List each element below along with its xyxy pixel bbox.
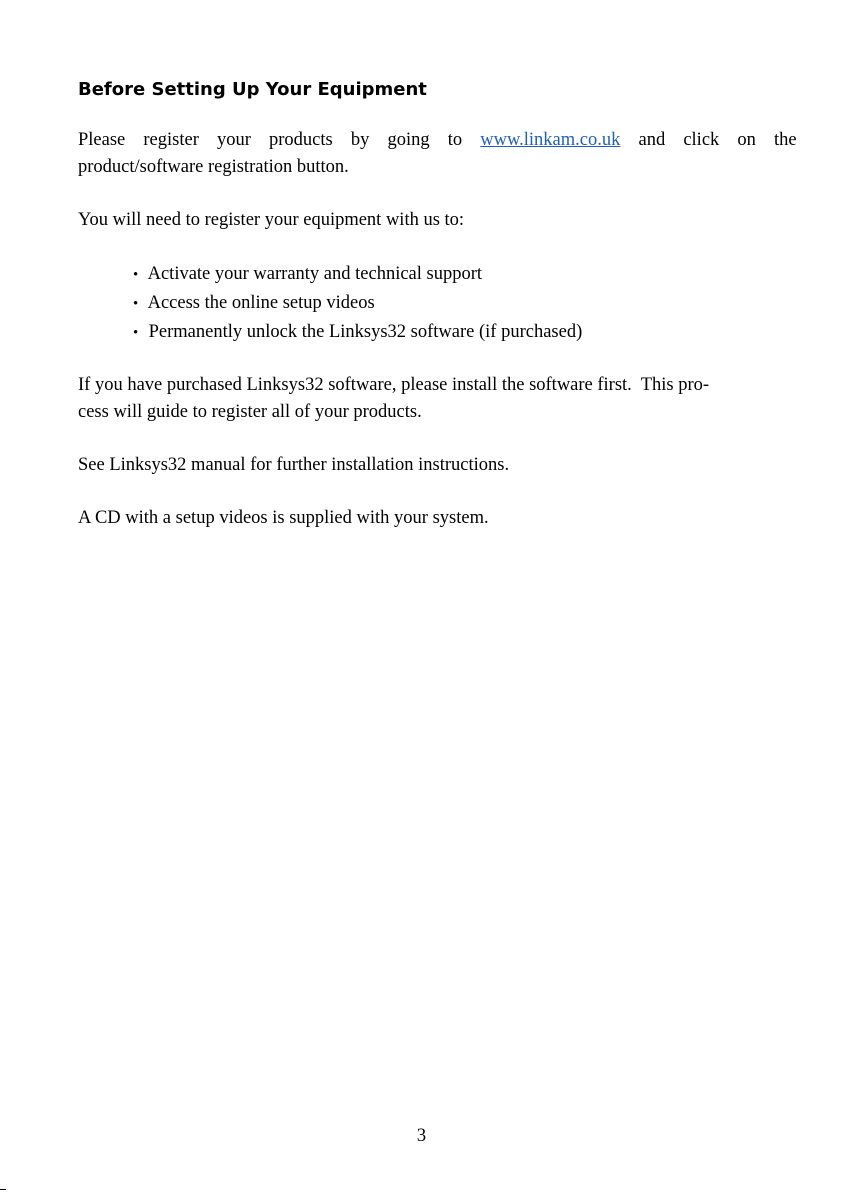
install-paragraph: [78, 372, 764, 426]
bullet-icon: •: [133, 325, 139, 341]
page-number: 3: [416, 1126, 427, 1146]
section-heading: Before Setting Up Your Equipment: [78, 79, 427, 100]
install-line-2: cess will guide to register all of your products.: [78, 402, 422, 422]
register-text-after-link: and click on the: [638, 130, 797, 150]
list-item-text: Access the online setup videos: [147, 293, 375, 313]
linkam-website-link[interactable]: www.linkam.co.uk: [480, 130, 621, 150]
install-line-1: If you have purchased Linksys32 software, please install the software first. This pro-: [78, 375, 710, 395]
bullet-icon: •: [133, 267, 139, 283]
see-manual-text: See Linksys32 manual for further installation instructions.: [78, 455, 510, 475]
register-line-1: [78, 127, 797, 154]
list-item-text: Permanently unlock the Linksys32 software (if purchased): [148, 322, 583, 342]
register-paragraph: [78, 127, 797, 181]
register-text-before-link: Please register your products by going to: [78, 130, 463, 150]
bullet-icon: •: [133, 296, 139, 312]
need-to-register-text: You will need to register your equipment with us to:: [78, 210, 465, 230]
register-benefits-list: [78, 260, 764, 347]
register-line-2: product/software registration button.: [78, 157, 349, 177]
list-item: [133, 289, 764, 318]
list-item: [133, 318, 764, 347]
list-item-text: Activate your warranty and technical support: [147, 264, 483, 284]
document-page: [78, 78, 797, 532]
corner-mark: [0, 1189, 6, 1190]
cd-note-text: A CD with a setup videos is supplied with your system.: [78, 508, 489, 528]
list-item: [133, 260, 764, 289]
